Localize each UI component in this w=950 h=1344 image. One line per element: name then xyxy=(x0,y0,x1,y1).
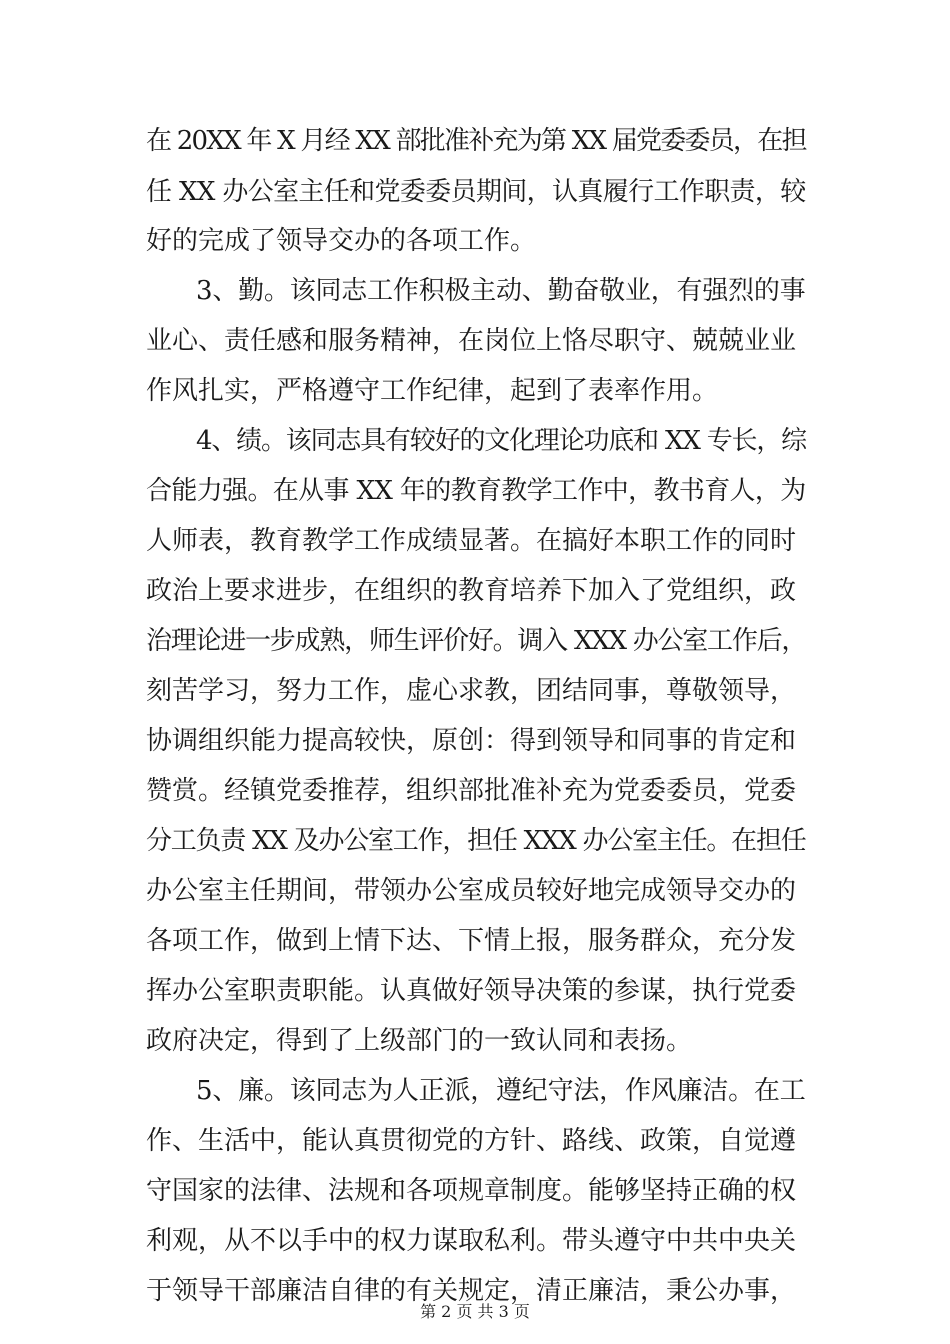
text-line: 好的完成了领导交办的各项工作。 xyxy=(146,226,537,256)
text-line: 任 XX 办公室主任和党委委员期间，认真履行工作职责，较 xyxy=(146,177,806,207)
text-line: 各项工作，做到上情下达、下情上报，服务群众，充分发 xyxy=(146,926,797,956)
text-line: 刻苦学习，努力工作，虚心求教，团结同事，尊敬领导， xyxy=(146,676,797,706)
text-line: 3、勤。该同志工作积极主动、勤奋敬业，有强烈的事 xyxy=(196,276,806,306)
text-line: 赞赏。经镇党委推荐，组织部批准补充为党委委员，党委 xyxy=(146,776,797,806)
text-line: 4、绩。该同志具有较好的文化理论功底和 XX 专长，综 xyxy=(196,426,806,456)
text-line: 政府决定，得到了上级部门的一致认同和表扬。 xyxy=(146,1026,693,1056)
text-line: 挥办公室职责职能。认真做好领导决策的参谋，执行党委 xyxy=(146,976,797,1006)
text-line: 合能力强。在从事 XX 年的教育教学工作中，教书育人，为 xyxy=(146,476,806,506)
page-footer: 第 2 页 共 3 页 xyxy=(420,1302,530,1321)
text-line: 在 20XX 年 X 月经 XX 部批准补充为第 XX 届党委委员，在担 xyxy=(146,126,806,156)
text-line: 业心、责任感和服务精神，在岗位上恪尽职守、兢兢业业 xyxy=(146,326,797,356)
text-line: 作、生活中，能认真贯彻党的方针、路线、政策，自觉遵 xyxy=(146,1126,797,1156)
text-line: 政治上要求进步，在组织的教育培养下加入了党组织，政 xyxy=(146,576,797,606)
text-line: 人师表，教育教学工作成绩显著。在搞好本职工作的同时 xyxy=(146,526,797,556)
text-line: 作风扎实，严格遵守工作纪律，起到了表率作用。 xyxy=(146,376,719,406)
text-line: 办公室主任期间，带领办公室成员较好地完成领导交办的 xyxy=(146,876,797,906)
text-line: 治理论进一步成熟，师生评价好。调入 XXX 办公室工作后， xyxy=(146,626,807,656)
text-line: 分工负责 XX 及办公室工作，担任 XXX 办公室主任。在担任 xyxy=(146,826,806,856)
text-line: 协调组织能力提高较快，原创：得到领导和同事的肯定和 xyxy=(146,726,797,756)
text-line: 守国家的法律、法规和各项规章制度。能够坚持正确的权 xyxy=(146,1176,797,1206)
text-line: 于领导干部廉洁自律的有关规定，清正廉洁，秉公办事， xyxy=(146,1276,797,1306)
text-line: 5、廉。该同志为人正派，遵纪守法，作风廉洁。在工 xyxy=(196,1076,806,1106)
text-line: 利观，从不以手中的权力谋取私利。带头遵守中共中央关 xyxy=(146,1226,797,1256)
